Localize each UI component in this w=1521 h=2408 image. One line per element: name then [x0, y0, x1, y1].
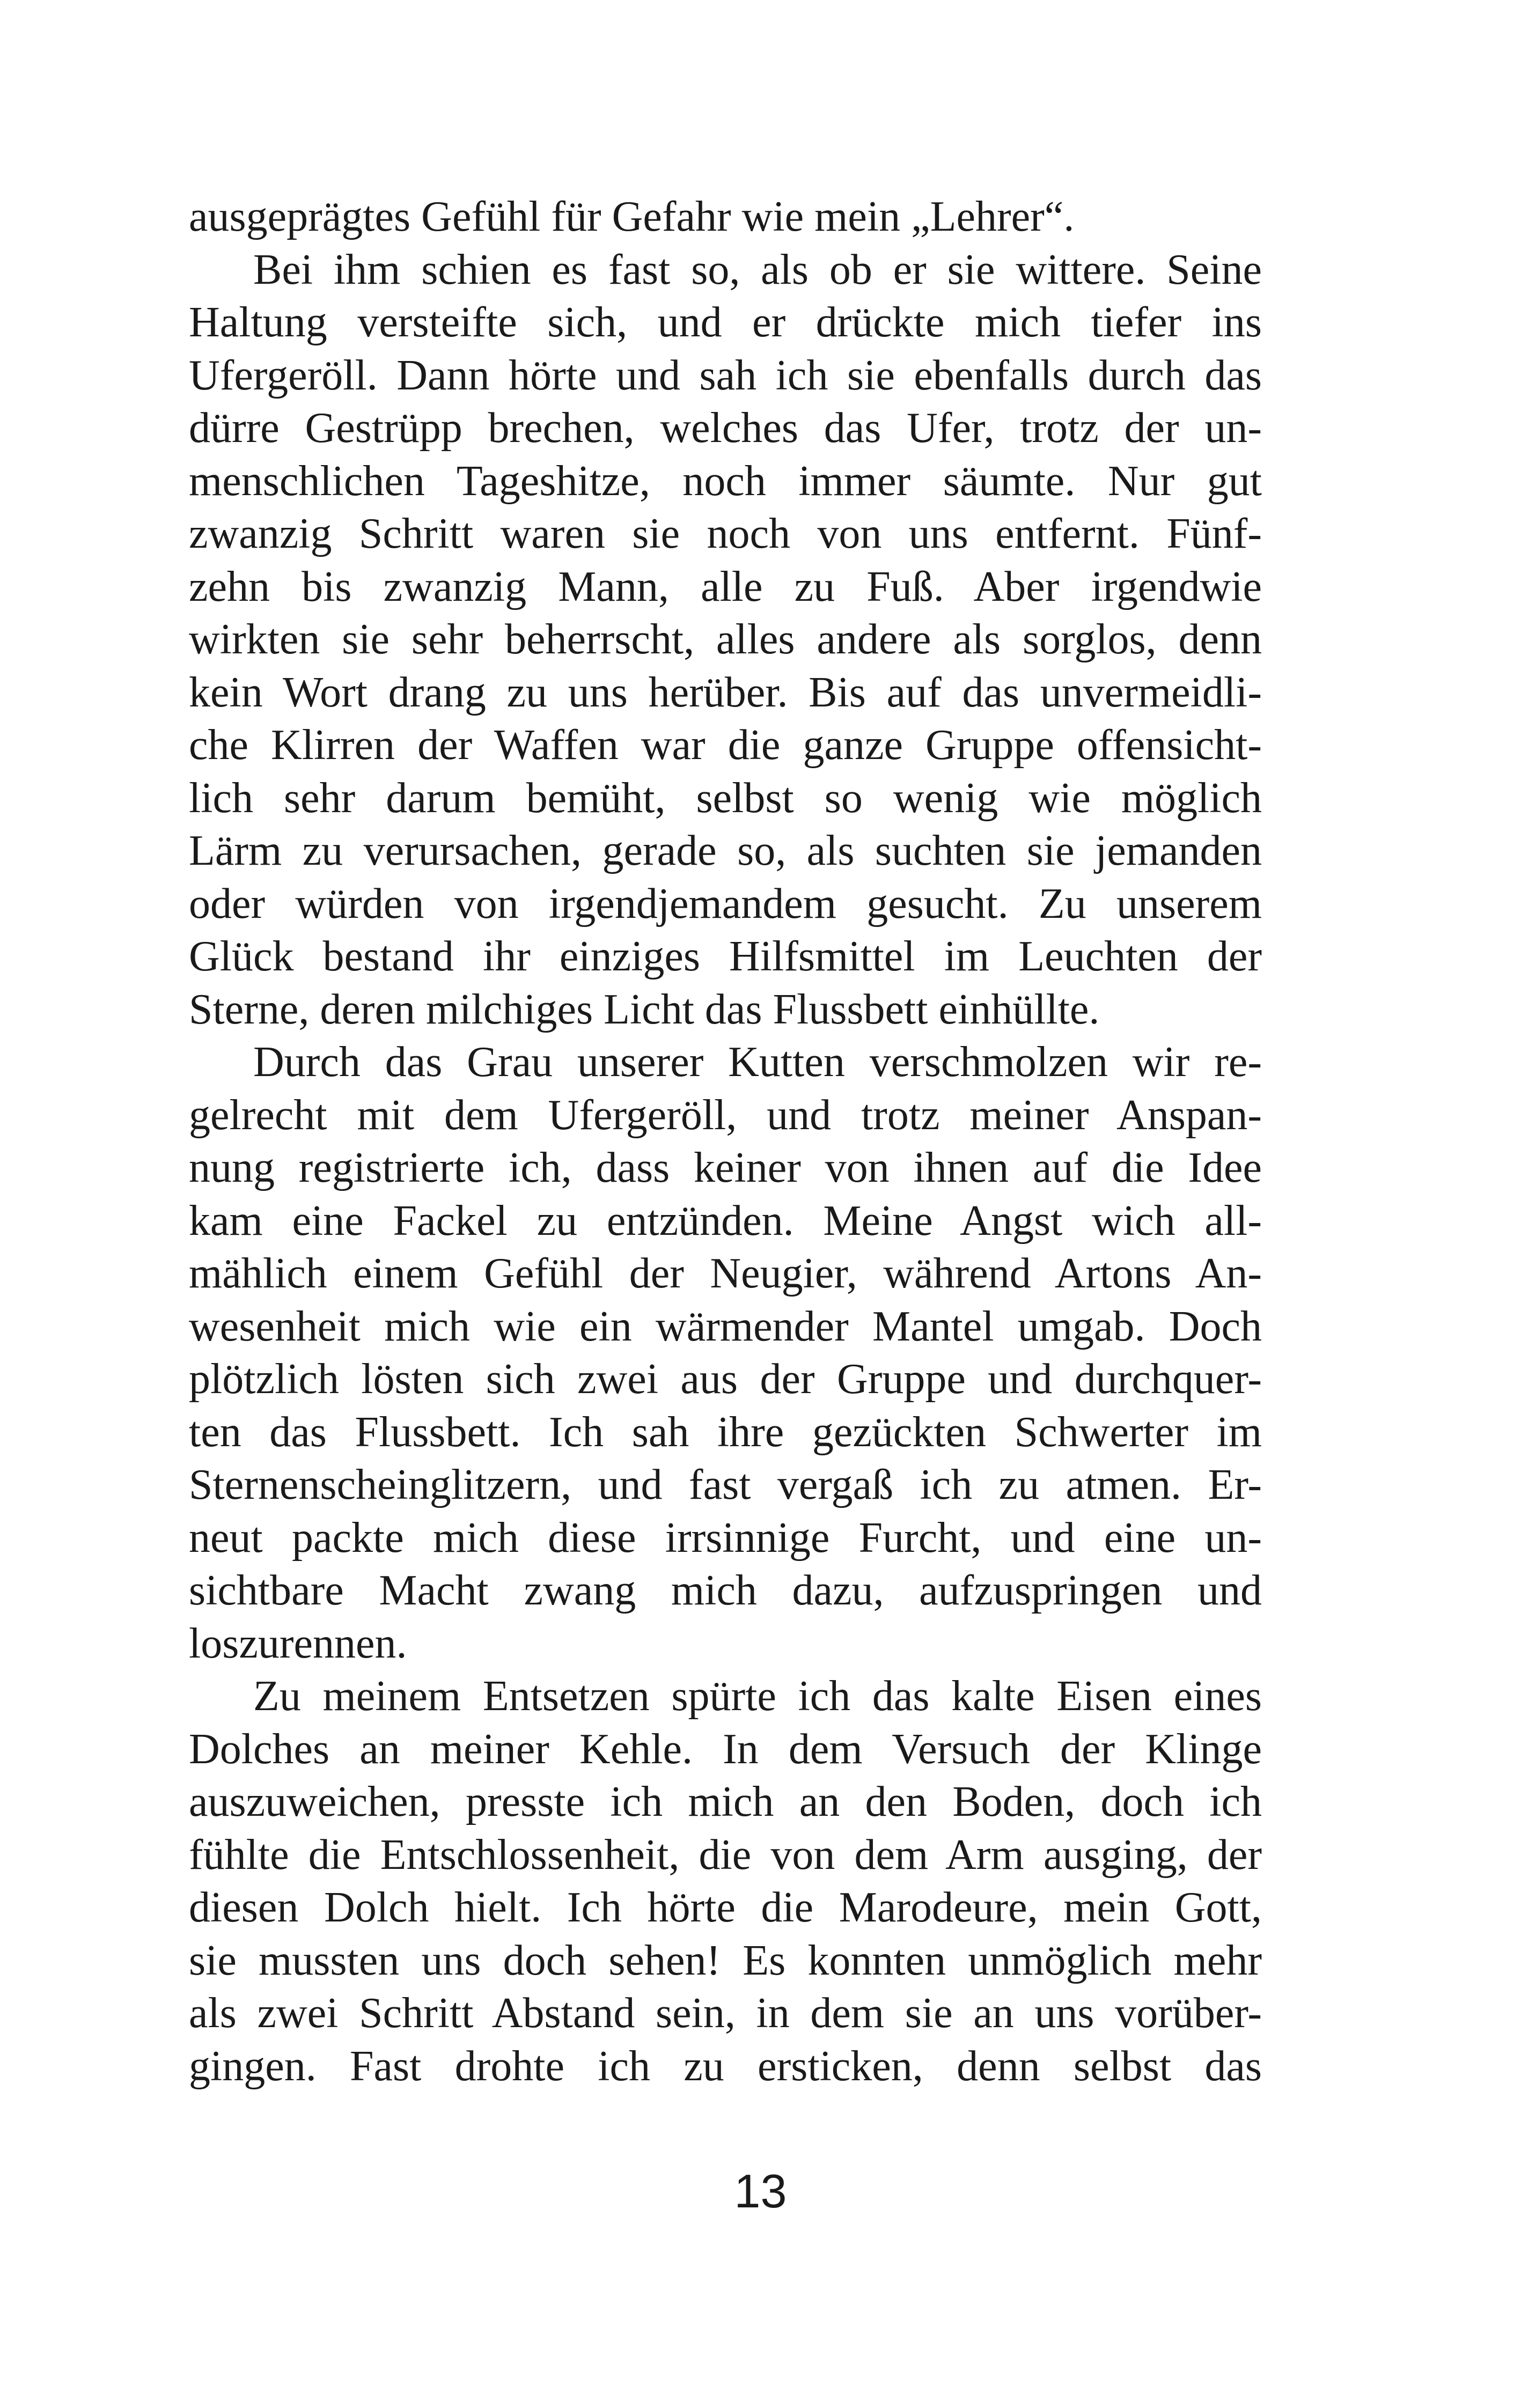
text-line: ten das Flussbett. Ich sah ihre gezückten Schwerter im: [189, 1408, 1262, 1456]
text-line: Zu meinem Entsetzen spürte ich das kalte Eisen eines: [253, 1673, 1262, 1720]
text-line: loszurennen.: [189, 1619, 407, 1667]
text-line: gingen. Fast drohte ich zu ersticken, denn selbst das: [189, 2042, 1262, 2090]
text-line: Dolches an meiner Kehle. In dem Versuch der Klinge: [189, 1725, 1262, 1773]
text-line: sie mussten uns doch sehen! Es konnten unmöglich mehr: [189, 1936, 1262, 1984]
text-line: Glück bestand ihr einziges Hilfsmittel im Leuchten der: [189, 933, 1262, 980]
text-line: nung registrierte ich, dass keiner von ihnen auf die Idee: [189, 1144, 1262, 1191]
text-line: dürre Gestrüpp brechen, welches das Ufer, trotz der un-: [189, 404, 1262, 452]
text-line: zwanzig Schritt waren sie noch von uns entfernt. Fünf-: [189, 510, 1262, 557]
text-line: oder würden von irgendjemandem gesucht. Zu unserem: [189, 880, 1262, 927]
body-text: [189, 190, 1262, 2093]
text-line: als zwei Schritt Abstand sein, in dem sie an uns vorüber-: [189, 1990, 1262, 2037]
text-line: auszuweichen, presste ich mich an den Boden, doch ich: [189, 1778, 1262, 1825]
text-line: lich sehr darum bemüht, selbst so wenig wie möglich: [189, 774, 1262, 822]
text-line: che Klirren der Waffen war die ganze Gruppe offensicht-: [189, 721, 1262, 769]
text-line: menschlichen Tageshitze, noch immer säumte. Nur gut: [189, 457, 1262, 505]
text-line: wesenheit mich wie ein wärmender Mantel umgab. Doch: [189, 1302, 1262, 1350]
text-line: Bei ihm schien es fast so, als ob er sie wittere. Seine: [253, 246, 1262, 293]
text-line: neut packte mich diese irrsinnige Furcht, und eine un-: [189, 1514, 1262, 1562]
text-line: Sternenscheinglitzern, und fast vergaß ich zu atmen. Er-: [189, 1461, 1262, 1508]
text-line: mählich einem Gefühl der Neugier, während Artons An-: [189, 1250, 1262, 1297]
text-line: sichtbare Macht zwang mich dazu, aufzuspringen und: [189, 1567, 1262, 1614]
text-line: kein Wort drang zu uns herüber. Bis auf das unvermeidli-: [189, 668, 1262, 716]
text-line: gelrecht mit dem Ufergeröll, und trotz meiner Anspan-: [189, 1091, 1262, 1139]
text-line: Haltung versteifte sich, und er drückte mich tiefer ins: [189, 299, 1262, 346]
text-line: Durch das Grau unserer Kutten verschmolzen wir re-: [253, 1039, 1262, 1086]
page-number: 13: [734, 2164, 787, 2218]
text-line: fühlte die Entschlossenheit, die von dem Arm ausging, der: [189, 1831, 1262, 1879]
text-line: Sterne, deren milchiges Licht das Flussbett einhüllte.: [189, 985, 1100, 1033]
text-line: Ufergeröll. Dann hörte und sah ich sie ebenfalls durch das: [189, 351, 1262, 399]
text-line: zehn bis zwanzig Mann, alle zu Fuß. Aber irgendwie: [189, 563, 1262, 610]
text-line: kam eine Fackel zu entzünden. Meine Angst wich all-: [189, 1197, 1262, 1244]
text-line: plötzlich lösten sich zwei aus der Gruppe und durchquer-: [189, 1356, 1262, 1403]
text-line: Lärm zu verursachen, gerade so, als suchten sie jemanden: [189, 827, 1262, 874]
text-line: wirkten sie sehr beherrscht, alles andere als sorglos, denn: [189, 616, 1262, 663]
text-line: diesen Dolch hielt. Ich hörte die Marodeure, mein Gott,: [189, 1884, 1262, 1931]
text-line: ausgeprägtes Gefühl für Gefahr wie mein „Lehrer“.: [189, 193, 1075, 240]
